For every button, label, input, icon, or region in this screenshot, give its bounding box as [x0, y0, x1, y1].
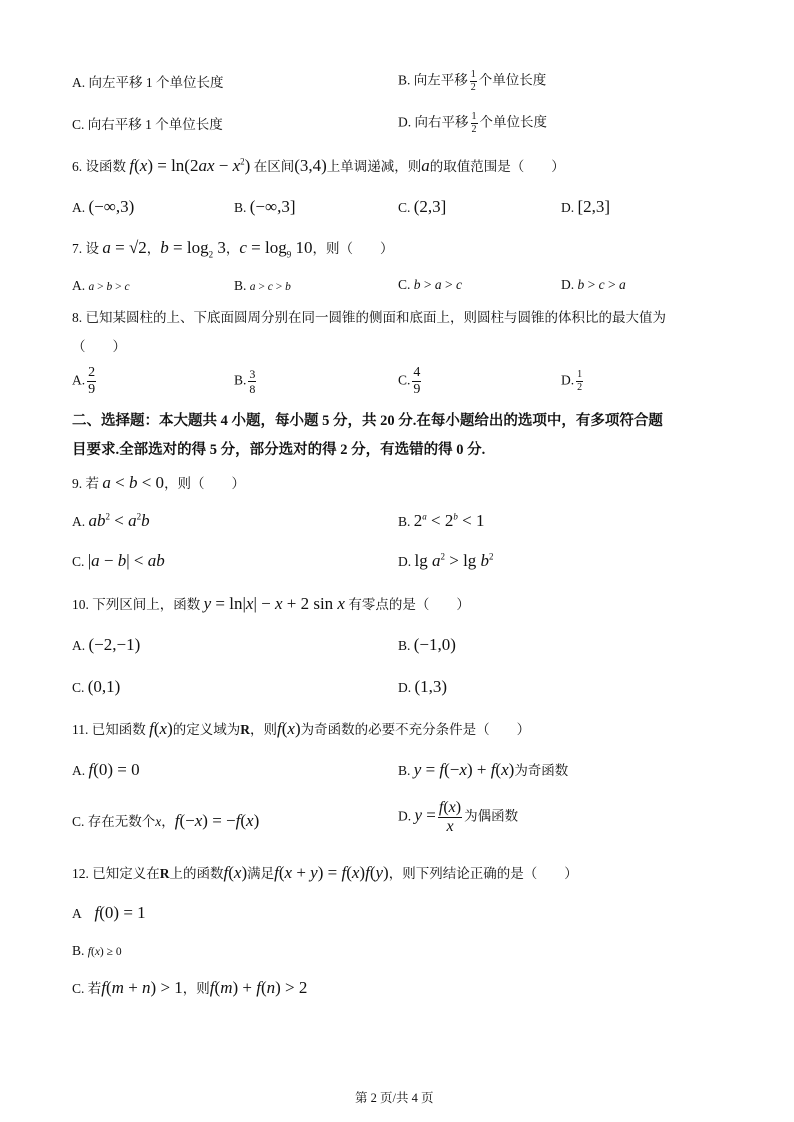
q7-options — [0, 274, 794, 302]
q8-option-b: B. $\frac{3}{8}$ — [234, 367, 256, 396]
section2-heading-cont: 目要求.全部选对的得 5 分，部分选对的得 2 分，有选错的得 0 分. — [72, 442, 486, 458]
q11-option-c: C. 存在无数个x，f(−x) = −f(x) — [72, 811, 260, 830]
q8-stem: 8. 已知某圆柱的上、下底面圆周分别在同一圆锥的侧面和底面上，则圆柱与圆锥的体积比的最大值为 — [72, 310, 666, 325]
q6-stem: 6. 设函数 $f(x) = \ln(2ax - x^2)$ 在区间(3,4)上单调递减，则a的取值范围是（ ） — [72, 156, 565, 175]
q12-option-a: A f(0) = 1 — [72, 903, 146, 922]
q10-row1 — [0, 632, 794, 660]
q9-option-d: D. $\lg a^2 > \lg b^2$ — [398, 551, 494, 570]
q6-option-a: A. (−∞,3) — [72, 197, 135, 216]
section2-heading: 二、选择题：本大题共 4 小题，每小题 5 分，共 20 分.在每小题给出的选项中，有多项符合题 — [72, 413, 663, 429]
q11-row2 — [0, 800, 794, 844]
q6-option-c: C. (2,3] — [398, 197, 447, 216]
q10-option-c: C. (0,1) — [72, 677, 121, 696]
q9-option-a: A. $ab^2 < a^2b$ — [72, 511, 150, 530]
q5-option-c: C. 向右平移 1 个单位长度 — [72, 117, 223, 132]
page-number: 第 2 页/共 4 页 — [355, 1091, 434, 1105]
q11-option-a: A. f(0) = 0 — [72, 760, 140, 779]
q8-options — [0, 366, 794, 402]
q6-option-b: B. (−∞,3] — [234, 197, 296, 216]
q5-row2 — [0, 112, 794, 140]
q11-option-b: B. y = f(−x) + f(x)为奇函数 — [398, 760, 569, 779]
q6-option-d: D. [2,3] — [561, 197, 611, 216]
q11-stem: 11. 已知函数 f(x)的定义域为R，则f(x)为奇函数的必要不充分条件是（ ） — [72, 719, 531, 738]
q7-option-b: B. a > c > b — [234, 278, 291, 293]
q5-row1 — [0, 70, 794, 98]
q10-option-d: D. (1,3) — [398, 677, 448, 696]
q9-row1 — [0, 508, 794, 536]
q9-stem: 9. 若 a < b < 0，则（ ） — [72, 473, 246, 492]
q8-paren: （ ） — [72, 339, 126, 354]
q7-option-d: D. b > c > a — [561, 277, 626, 292]
q7-stem: 7. 设 a = √2，$b = \log_2 3$，$c = \log_9 10$，则（ ） — [72, 238, 394, 260]
q10-option-b: B. (−1,0) — [398, 635, 456, 654]
q7-option-a: A. a > b > c — [72, 278, 130, 293]
q8-option-c: C. $\frac{4}{9}$ — [398, 365, 421, 397]
q11-option-d: D. y = $\frac{f(x)}{x}$ 为偶函数 — [398, 799, 519, 835]
q10-row2 — [0, 674, 794, 702]
q9-row2 — [0, 548, 794, 576]
q10-stem: 10. 下列区间上，函数 y = ln|x| − x + 2 sin x 有零点的是（ ） — [72, 594, 470, 613]
q5-option-b: B. 向左平移 $\frac{1}{2}$ 个单位长度 — [398, 69, 547, 93]
q10-option-a: A. (−2,−1) — [72, 635, 141, 654]
q5-option-d: D. 向右平移 $\frac{1}{2}$ 个单位长度 — [398, 111, 547, 135]
q6-options — [0, 194, 794, 222]
q11-row1 — [0, 757, 794, 785]
q9-option-b: B. $2^a < 2^b < 1$ — [398, 511, 485, 530]
q12-stem: 12. 已知定义在R上的函数f(x)满足f(x + y) = f(x)f(y)，则下列结论正确的是（ ） — [72, 863, 578, 882]
q9-option-c: C. |a − b| < ab — [72, 551, 165, 570]
q8-option-d: D. $\frac{1}{2}$ — [561, 369, 583, 393]
q5-option-a: A. 向左平移 1 个单位长度 — [72, 75, 224, 90]
q8-option-a: A. $\frac{2}{9}$ — [72, 365, 96, 397]
page-footer — [0, 1088, 794, 1116]
q12-option-b: B. f(x) ≥ 0 — [72, 943, 122, 958]
q7-option-c: C. b > a > c — [398, 277, 463, 292]
q12-option-c: C. 若f(m + n) > 1，则f(m) + f(n) > 2 — [72, 978, 308, 997]
